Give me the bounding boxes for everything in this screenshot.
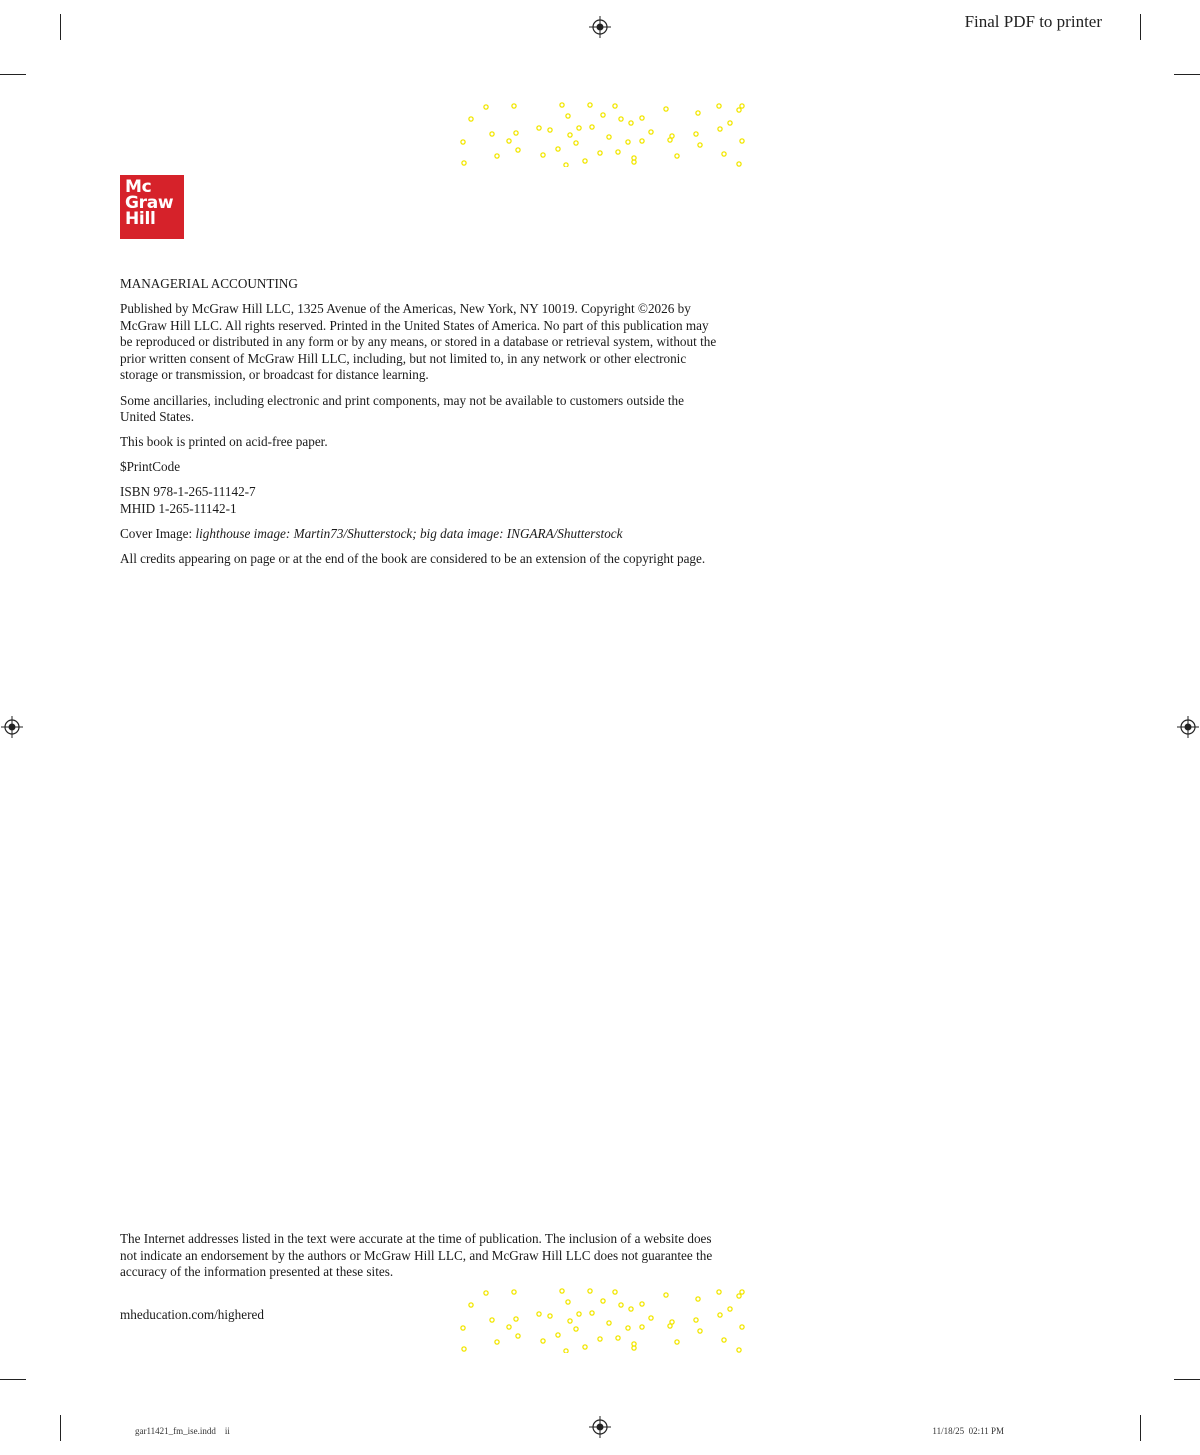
decorative-dot [668,1324,672,1328]
decorative-dot [696,1297,700,1301]
decorative-dot [484,1291,488,1295]
paper-notice: This book is printed on acid-free paper. [120,434,328,450]
decorative-dot [577,1312,581,1316]
decorative-dot [566,114,570,118]
decorative-dot [629,121,633,125]
decorative-dot [607,1321,611,1325]
crop-mark-bottom-right-v [1140,1415,1141,1441]
cover-image-label: Cover Image: [120,526,193,542]
registration-mark-icon [589,1416,611,1438]
decorative-dot [541,153,545,157]
publication-notice: Published by McGraw Hill LLC, 1325 Avenue of the Americas, New York, NY 10019. Copyright ©2026 by McGraw Hill LLC. All rights reserved. Printed in the United States of America. No part of this publication may be reproduced or distributed in any form or by any means, or stored in a database or retrieval system, without the prior written consent of McGraw Hill LLC, including, but not limited to, in any network or other electronic storage or transmission, or broadcast for distance learning. [120,301,717,383]
decorative-dot [619,1303,623,1307]
decorative-dot [512,1290,516,1294]
decorative-dot [737,108,741,112]
decorative-dot [601,113,605,117]
decorative-dot [512,104,516,108]
decorative-dot [564,163,568,167]
decorative-dot [616,150,620,154]
cover-image-credit-text: lighthouse image: Martin73/Shutterstock; big data image: INGARA/Shutterstock [195,526,623,542]
decorative-dot [462,161,466,165]
crop-mark-top-right-h [1174,74,1200,75]
decorative-dot [626,140,630,144]
decorative-dot [632,160,636,164]
decorative-dot [640,116,644,120]
decorative-dot [737,1348,741,1352]
decorative-dot [694,1318,698,1322]
crop-mark-top-left-h [0,74,26,75]
isbn: ISBN 978-1-265-11142-7 [120,484,256,500]
decorative-dot [722,1338,726,1342]
identifiers [120,484,720,517]
decorative-dot [613,1290,617,1294]
decorative-dot [514,131,518,135]
decorative-dot [577,126,581,130]
decorative-dot [598,151,602,155]
ancillaries-notice: Some ancillaries, including electronic and print components, may not be available to customers outside the United States. [120,392,684,425]
decorative-dot [601,1299,605,1303]
decorative-dot [619,117,623,121]
decorative-dot [649,1316,653,1320]
decorative-dot [613,104,617,108]
decorative-dot [564,1349,568,1353]
registration-mark-icon [1177,716,1199,738]
mhid: MHID 1-265-11142-1 [120,501,237,517]
decorative-dot [728,121,732,125]
internet-disclaimer: The Internet addresses listed in the text were accurate at the time of publication. The inclusion of a website does not indicate an endorsement by the authors or McGraw Hill LLC, and McGraw Hill LLC does not guarantee the accuracy of the information presented at these sites. [120,1231,713,1280]
internet-disclaimer-block [120,1231,720,1281]
decorative-dot [516,1334,520,1338]
decorative-dot [717,1290,721,1294]
publisher-website: mheducation.com/highered [120,1307,264,1322]
timestamp-slug: 11/18/25 02:11 PM [932,1426,1004,1436]
decorative-dot [495,1340,499,1344]
decorative-dot [461,140,465,144]
decorative-dot [461,1326,465,1330]
registration-mark-icon [1,716,23,738]
decorative-dot [698,1329,702,1333]
decorative-dot [495,154,499,158]
decorative-dot [718,1313,722,1317]
decorative-dot [462,1347,466,1351]
decorative-dot [640,1302,644,1306]
decorative-dot [626,1326,630,1330]
decorative-dot [675,154,679,158]
decorative-dot [629,1307,633,1311]
decorative-dot [556,147,560,151]
crop-mark-top-right-v [1140,14,1141,40]
decorative-dot [566,1300,570,1304]
decorative-dot [675,1340,679,1344]
decorative-dot [469,1303,473,1307]
decorative-dot [560,103,564,107]
decorative-dot [507,1325,511,1329]
mcgraw-hill-logo [120,175,184,239]
registration-mark-icon [589,16,611,38]
book-title: MANAGERIAL ACCOUNTING [120,276,298,291]
copyright-block [120,276,720,576]
decorative-dot [740,139,744,143]
decorative-dot [718,127,722,131]
decorative-dot [568,1319,572,1323]
decorative-dot [568,133,572,137]
crop-mark-bottom-left-h [0,1379,26,1380]
print-code: $PrintCode [120,459,181,475]
decorative-dot [649,130,653,134]
decorative-dot [728,1307,732,1311]
decorative-dot [717,104,721,108]
decorative-dot [696,111,700,115]
file-slug: gar11421_fm_ise.indd ii [135,1426,230,1436]
decorative-dot [537,1312,541,1316]
decorative-dot [590,1311,594,1315]
crop-mark-top-left-v [60,14,61,40]
decorative-dot [694,132,698,136]
decorative-dot [556,1333,560,1337]
decorative-dot [740,1290,744,1294]
credits-notice: All credits appearing on page or at the end of the book are considered to be an extension of the copyright page. [120,551,706,567]
decorative-dot [632,1346,636,1350]
decorative-dot-pattern [453,1287,747,1353]
decorative-dot [722,152,726,156]
decorative-dot [590,125,594,129]
decorative-dot [583,1345,587,1349]
printer-status-note: Final PDF to printer [964,12,1102,31]
decorative-dot [737,1294,741,1298]
decorative-dot [668,138,672,142]
decorative-dot [588,1289,592,1293]
decorative-dot [583,159,587,163]
decorative-dot [664,1293,668,1297]
logo-line: Mc [125,177,152,197]
decorative-dot [640,139,644,143]
decorative-dot [490,132,494,136]
decorative-dot [588,103,592,107]
decorative-dot [740,1325,744,1329]
decorative-dot [507,139,511,143]
decorative-dot [740,104,744,108]
decorative-dot [698,143,702,147]
decorative-dot [537,126,541,130]
decorative-dot [607,135,611,139]
cover-image-credit [120,526,720,543]
decorative-dot [484,105,488,109]
decorative-dot [560,1289,564,1293]
decorative-dot [541,1339,545,1343]
logo-line: Hill [125,209,156,229]
decorative-dot [514,1317,518,1321]
decorative-dot [574,141,578,145]
crop-mark-bottom-right-h [1174,1379,1200,1380]
logo-line: Graw [125,193,174,213]
decorative-dot [598,1337,602,1341]
decorative-dot [548,128,552,132]
decorative-dot [490,1318,494,1322]
decorative-dot [664,107,668,111]
decorative-dot [516,148,520,152]
decorative-dot-pattern [453,101,747,167]
decorative-dot [548,1314,552,1318]
decorative-dot [640,1325,644,1329]
decorative-dot [574,1327,578,1331]
decorative-dot [737,162,741,166]
decorative-dot [469,117,473,121]
crop-mark-bottom-left-v [60,1415,61,1441]
decorative-dot [616,1336,620,1340]
